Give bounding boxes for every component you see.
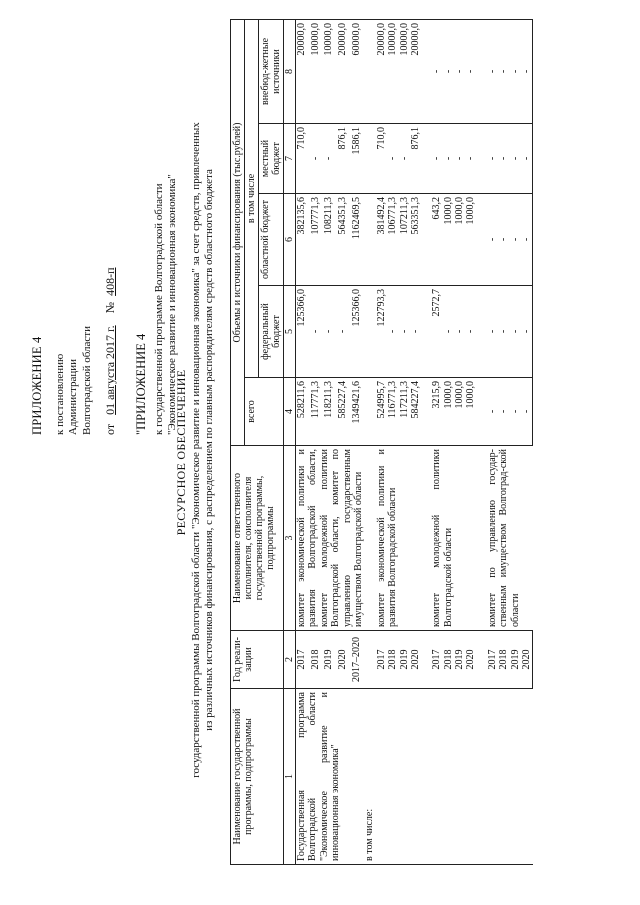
federal-cell: -	[310, 286, 324, 378]
year-cell: 2020	[337, 631, 351, 689]
empty-cell	[364, 446, 375, 631]
year-cell: 2017	[296, 631, 310, 689]
federal-cell: 2572,7	[431, 286, 442, 378]
empty-cell	[477, 378, 487, 446]
year-cell: 2017	[487, 631, 498, 689]
total-cell: 117771,3	[310, 378, 324, 446]
local-cell: -	[323, 124, 337, 194]
total-cell: 1000,0	[454, 378, 465, 446]
empty-cell	[364, 286, 375, 378]
year-cell: 2020	[410, 631, 421, 689]
empty-cell	[364, 631, 375, 689]
local-cell: -	[510, 124, 521, 194]
total-cell: 1000,0	[465, 378, 476, 446]
regional-cell: -	[510, 194, 521, 286]
col-number: 1	[284, 689, 296, 865]
document-title: РЕСУРСНОЕ ОБЕСПЕЧЕНИЕ	[174, 369, 188, 536]
empty-cell	[421, 194, 431, 286]
regional-cell: 382135,6	[296, 194, 310, 286]
empty-cell	[477, 124, 487, 194]
header-total: всего	[245, 378, 284, 446]
empty-cell	[364, 194, 375, 286]
table-row	[296, 19, 310, 864]
local-cell: -	[487, 124, 498, 194]
year-cell: 2018	[498, 631, 509, 689]
regional-cell: 564351,3	[337, 194, 351, 286]
extra-cell: 20000,0	[410, 19, 421, 123]
executor-cell: комитет по управлению государ-ственным имуществом Волгоград-ской области	[487, 446, 533, 631]
appendix-header	[30, 15, 179, 435]
number-value: 408-п	[103, 267, 118, 296]
regional-cell: 108211,3	[323, 194, 337, 286]
local-cell: -	[454, 124, 465, 194]
total-cell: 1000,0	[443, 378, 454, 446]
empty-cell	[477, 19, 487, 123]
extra-cell: -	[465, 19, 476, 123]
regional-cell: 107211,3	[399, 194, 410, 286]
extra-cell: 20000,0	[376, 19, 387, 123]
year-cell: 2018	[443, 631, 454, 689]
regional-cell: 106771,3	[387, 194, 398, 286]
regional-cell: 1000,0	[465, 194, 476, 286]
header-program-name: Наименование государственной программы, подпрограммы	[231, 689, 284, 865]
empty-cell	[477, 631, 487, 689]
spacer-row	[364, 19, 375, 864]
federal-cell: -	[510, 286, 521, 378]
extra-cell: -	[487, 19, 498, 123]
local-cell: -	[521, 124, 533, 194]
header-local: местный бюджет	[259, 124, 284, 194]
federal-cell: -	[399, 286, 410, 378]
local-cell: 710,0	[296, 124, 310, 194]
inner-appendix-line-1: к государственной программе Волгоградской области	[152, 183, 165, 435]
regional-cell: 1162469,5	[351, 194, 365, 286]
year-cell: 2019	[399, 631, 410, 689]
inner-appendix-line-2: "Экономическое развитие и инновационная экономика"	[165, 174, 178, 435]
col-number: 7	[284, 124, 296, 194]
total-cell: 116771,3	[387, 378, 398, 446]
year-cell: 2019	[323, 631, 337, 689]
empty-name-cell	[487, 689, 533, 865]
spacer-row	[477, 19, 487, 864]
header-volumes: Объемы и источники финансирования (тыс.рублей)	[231, 19, 245, 445]
col-number: 8	[284, 19, 296, 123]
empty-cell	[364, 19, 375, 123]
empty-name-cell	[431, 689, 477, 865]
local-cell: -	[310, 124, 324, 194]
total-cell: 584227,4	[410, 378, 421, 446]
extra-cell: 20000,0	[296, 19, 310, 123]
federal-cell: -	[487, 286, 498, 378]
federal-cell: -	[521, 286, 533, 378]
financing-table	[230, 19, 533, 865]
extra-cell: -	[498, 19, 509, 123]
federal-cell: -	[454, 286, 465, 378]
col-number: 2	[284, 631, 296, 689]
empty-cell	[421, 124, 431, 194]
local-cell: -	[498, 124, 509, 194]
empty-cell	[421, 631, 431, 689]
table-row	[487, 19, 498, 864]
subtitle-line-2: из различных источников финансирования, с распределением по главным распорядителям средств областного бюджета	[203, 169, 216, 731]
year-cell: 2018	[310, 631, 324, 689]
federal-cell: -	[465, 286, 476, 378]
extra-cell: 10000,0	[310, 19, 324, 123]
year-cell: 2019	[454, 631, 465, 689]
header-federal: федеральный бюджет	[259, 286, 284, 378]
empty-cell	[477, 689, 487, 865]
empty-cell	[477, 194, 487, 286]
empty-cell	[364, 124, 375, 194]
total-cell: 524995,7	[376, 378, 387, 446]
col-number: 5	[284, 286, 296, 378]
executor-cell: комитет экономической политики и развития Волгоградской области	[376, 446, 422, 631]
federal-cell: 125366,0	[296, 286, 310, 378]
local-cell: -	[443, 124, 454, 194]
table-row	[431, 19, 442, 864]
executor-cell: комитет молодежной политики Волгоградской области	[431, 446, 477, 631]
table-body	[296, 19, 533, 864]
total-cell: 117211,3	[399, 378, 410, 446]
total-cell: -	[498, 378, 509, 446]
empty-cell	[477, 286, 487, 378]
federal-cell: -	[387, 286, 398, 378]
extra-cell: -	[443, 19, 454, 123]
header-regional: областной бюджет	[259, 194, 284, 286]
subtitle-line-1: государственной программы Волгоградской области "Экономическое развитие и инновационная экономика" за счет средств, привлеченных	[190, 122, 202, 778]
date-value: 01 августа 2017 г.	[103, 325, 118, 415]
col-number: 4	[284, 378, 296, 446]
year-cell: 2017	[376, 631, 387, 689]
total-cell: 528211,6	[296, 378, 310, 446]
appendix-resolution	[54, 15, 94, 435]
empty-cell	[421, 446, 431, 631]
document-subtitle	[190, 50, 216, 850]
year-cell: 2020	[465, 631, 476, 689]
header-including: в том числе	[245, 19, 259, 377]
local-cell: -	[387, 124, 398, 194]
appendix-line-1: к постановлению	[54, 353, 66, 435]
regional-cell: 1000,0	[443, 194, 454, 286]
column-number-row	[284, 19, 296, 864]
federal-cell: -	[337, 286, 351, 378]
empty-cell	[421, 689, 431, 865]
table-row	[376, 19, 387, 864]
local-cell: 1586,1	[351, 124, 365, 194]
year-cell: 2017	[431, 631, 442, 689]
extra-cell: 60000,0	[351, 19, 365, 123]
resolution-date-line	[104, 15, 117, 435]
extra-cell: -	[431, 19, 442, 123]
regional-cell: 563351,3	[410, 194, 421, 286]
header-executor: Наименование ответственного исполнителя, соисполнителя государственной программы, подпрограммы	[231, 446, 284, 631]
total-cell: 1349421,6	[351, 378, 365, 446]
extra-cell: 10000,0	[387, 19, 398, 123]
extra-cell: -	[454, 19, 465, 123]
program-name-cell: Государственная программа Волгоградской области "Экономическое развитие и инновационная экономика"	[296, 689, 365, 865]
number-prefix: №	[103, 301, 118, 314]
header-year: Год реали-зации	[231, 631, 284, 689]
extra-cell: 10000,0	[399, 19, 410, 123]
extra-cell: -	[510, 19, 521, 123]
local-cell: 876,1	[410, 124, 421, 194]
empty-cell	[421, 378, 431, 446]
year-cell: 2017–2020	[351, 631, 365, 689]
total-cell: -	[510, 378, 521, 446]
total-cell: 118211,3	[323, 378, 337, 446]
federal-cell: -	[323, 286, 337, 378]
appendix-title: ПРИЛОЖЕНИЕ 4	[30, 336, 44, 435]
spacer-row	[421, 19, 431, 864]
empty-cell	[477, 446, 487, 631]
federal-cell: -	[410, 286, 421, 378]
empty-cell	[421, 19, 431, 123]
regional-cell: 107771,3	[310, 194, 324, 286]
regional-cell: -	[498, 194, 509, 286]
regional-cell: -	[487, 194, 498, 286]
federal-cell: -	[498, 286, 509, 378]
total-cell: 3215,9	[431, 378, 442, 446]
total-cell: 585227,4	[337, 378, 351, 446]
federal-cell: -	[443, 286, 454, 378]
inner-appendix-title: "ПРИЛОЖЕНИЕ 4	[133, 333, 148, 435]
date-prefix: от	[103, 423, 118, 435]
empty-cell	[364, 378, 375, 446]
including-label: в том числе:	[364, 689, 375, 865]
col-number: 6	[284, 194, 296, 286]
extra-cell: -	[521, 19, 533, 123]
local-cell: 710,0	[376, 124, 387, 194]
empty-cell	[421, 286, 431, 378]
federal-cell: 122793,3	[376, 286, 387, 378]
year-cell: 2018	[387, 631, 398, 689]
executor-cell: комитет экономической политики и развития Волгоградской области, комитет молодежной политики Волгоградской области, комитет по управлению государственным имуществом Волгоградской области	[296, 446, 365, 631]
total-cell: -	[487, 378, 498, 446]
extra-cell: 20000,0	[337, 19, 351, 123]
regional-cell: -	[521, 194, 533, 286]
local-cell: -	[431, 124, 442, 194]
regional-cell: 1000,0	[454, 194, 465, 286]
appendix-line-3: Волгоградской области	[80, 326, 93, 435]
federal-cell: 125366,0	[351, 286, 365, 378]
total-cell: -	[521, 378, 533, 446]
empty-name-cell	[376, 689, 422, 865]
header-extra: внебюд-жетные источники	[259, 19, 284, 123]
appendix-line-2: Администрации	[67, 358, 80, 435]
local-cell: 876,1	[337, 124, 351, 194]
local-cell: -	[465, 124, 476, 194]
col-number: 3	[284, 446, 296, 631]
extra-cell: 10000,0	[323, 19, 337, 123]
year-cell: 2019	[510, 631, 521, 689]
local-cell: -	[399, 124, 410, 194]
regional-cell: 381492,4	[376, 194, 387, 286]
regional-cell: 643,2	[431, 194, 442, 286]
year-cell: 2020	[521, 631, 533, 689]
